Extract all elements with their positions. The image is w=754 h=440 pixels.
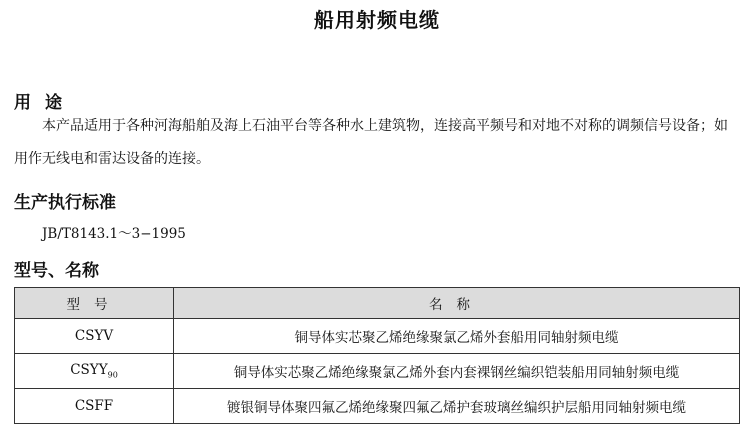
standard-heading: 生产执行标准	[14, 193, 116, 213]
table-row	[15, 354, 740, 389]
models-table	[14, 287, 740, 424]
model-cell	[15, 319, 174, 354]
standard-code: JB/T8143.1～3−1995	[42, 226, 186, 242]
name-cell: 铜导体实芯聚乙烯绝缘聚氯乙烯外套内套裸钢丝编织铠装船用同轴射频电缆	[174, 354, 740, 389]
table-header-row	[15, 288, 740, 319]
column-header-name: 名称	[174, 288, 740, 319]
model-cell	[15, 389, 174, 424]
models-heading: 型号、名称	[14, 261, 99, 281]
model-cell	[15, 354, 174, 389]
usage-heading: 用途	[14, 93, 76, 113]
document-title: 船用射频电缆	[314, 8, 440, 32]
model-code: CSYY	[70, 362, 108, 379]
model-code: CSYV	[74, 328, 114, 344]
name-cell: 铜导体实芯聚乙烯绝缘聚氯乙烯外套船用同轴射频电缆	[174, 319, 740, 354]
usage-paragraph: 本产品适用于各种河海船舶及海上石油平台等各种水上建筑物，连接高平频号和对地不对称的调频信号设备；如用作无线电和雷达设备的连接。	[14, 118, 728, 167]
name-cell: 镀银铜导体聚四氟乙烯绝缘聚四氟乙烯护套玻璃丝编织护层船用同轴射频电缆	[174, 389, 740, 424]
model-subscript: 90	[107, 370, 118, 380]
model-code: CSFF	[74, 398, 114, 414]
table-row	[15, 389, 740, 424]
table-row	[15, 319, 740, 354]
column-header-model: 型号	[15, 288, 174, 319]
